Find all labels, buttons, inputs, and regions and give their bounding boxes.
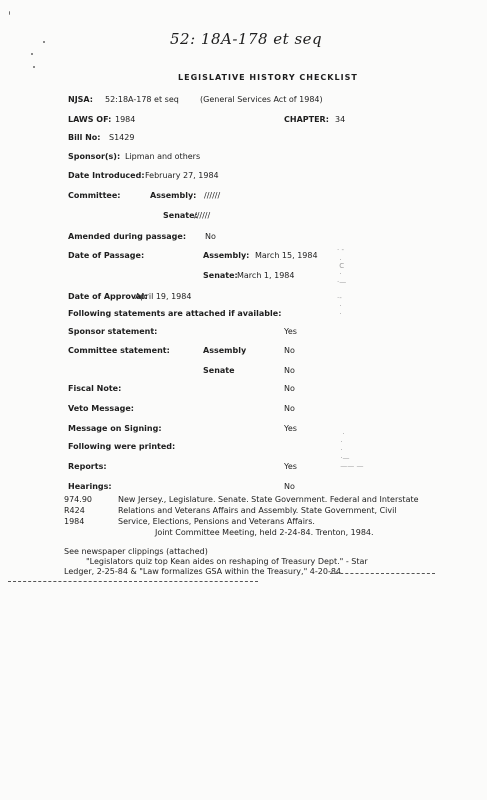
- margin-mark: [31, 53, 33, 55]
- date-introduced-value: February 27, 1984: [145, 171, 219, 180]
- bill-value: S1429: [109, 133, 135, 142]
- catalog-call-number-3: 1984: [64, 517, 85, 526]
- printed-heading: Following were printed:: [68, 442, 176, 451]
- approval-label: Date of Approval:: [68, 292, 148, 301]
- fiscal-note-value: No: [284, 384, 295, 393]
- passage-assembly-label: Assembly:: [203, 251, 250, 260]
- margin-mark: [33, 66, 35, 68]
- bill-label: Bill No:: [68, 133, 101, 142]
- approval-value: April 19, 1984: [135, 292, 192, 301]
- clippings-heading: See newspaper clippings (attached): [64, 547, 208, 556]
- committee-statement-label: Committee statement:: [68, 346, 170, 355]
- catalog-line-1: New Jersey., Legislature. Senate. State Government. Federal and Interstate: [118, 495, 419, 504]
- passage-assembly-value: March 15, 1984: [255, 251, 318, 260]
- chapter-value: 34: [335, 115, 346, 124]
- margin-mark: [43, 41, 45, 43]
- scan-artifact: · · · ·— —— —: [340, 430, 364, 470]
- veto-message-label: Veto Message:: [68, 404, 134, 413]
- sponsors-value: Lipman and others: [125, 152, 201, 161]
- sponsors-label: Sponsor(s):: [68, 152, 121, 161]
- committee-statement-assembly-value: No: [284, 346, 295, 355]
- chapter-label: CHAPTER:: [284, 115, 329, 124]
- committee-statement-senate-label: Senate: [203, 366, 235, 375]
- committee-statement-assembly-label: Assembly: [203, 346, 247, 355]
- message-signing-value: Yes: [284, 424, 297, 433]
- date-introduced-label: Date Introduced:: [68, 171, 145, 180]
- dashed-rule: [330, 573, 435, 574]
- veto-message-value: No: [284, 404, 295, 413]
- message-signing-label: Message on Signing:: [68, 424, 162, 433]
- hearings-value: No: [284, 482, 295, 491]
- committee-statement-senate-value: No: [284, 366, 295, 375]
- reports-value: Yes: [284, 462, 297, 471]
- committee-assembly-label: Assembly:: [150, 191, 197, 200]
- amended-value: No: [205, 232, 216, 241]
- committee-label: Committee:: [68, 191, 121, 200]
- sponsor-statement-value: Yes: [284, 327, 297, 336]
- catalog-line-2: Relations and Veterans Affairs and Assembly. State Government, Civil: [118, 506, 397, 515]
- catalog-line-4: Joint Committee Meeting, held 2-24-84. Trenton, 1984.: [155, 528, 374, 537]
- njsa-label: NJSA:: [68, 95, 93, 104]
- clippings-line-2: Ledger, 2-25-84 & "Law formalizes GSA within the Treasury," 4-20-84.: [64, 567, 344, 576]
- catalog-line-3: Service, Elections, Pensions and Veterans Affairs.: [118, 517, 315, 526]
- passage-senate-value: March 1, 1984: [237, 271, 295, 280]
- margin-mark: [9, 11, 10, 15]
- passage-label: Date of Passage:: [68, 251, 145, 260]
- scan-artifact: · - . C · ·— ·- · ·: [337, 246, 347, 318]
- sponsor-statement-label: Sponsor statement:: [68, 327, 158, 336]
- handwritten-citation: 52: 18A-178 et seq: [170, 30, 323, 48]
- hearings-label: Hearings:: [68, 482, 112, 491]
- catalog-call-number-1: 974.90: [64, 495, 92, 504]
- committee-senate-value: //////: [194, 211, 211, 220]
- amended-label: Amended during passage:: [68, 232, 187, 241]
- dashed-rule: [8, 581, 258, 582]
- fiscal-note-label: Fiscal Note:: [68, 384, 122, 393]
- catalog-call-number-2: R424: [64, 506, 85, 515]
- passage-senate-label: Senate:: [203, 271, 238, 280]
- committee-senate-label: Senate:: [163, 211, 198, 220]
- document-title: LEGISLATIVE HISTORY CHECKLIST: [178, 73, 358, 82]
- clippings-line-1: "Legislators quiz top Kean aides on reshaping of Treasury Dept." - Star: [86, 557, 368, 566]
- laws-of-value: 1984: [115, 115, 136, 124]
- njsa-value: 52:18A-178 et seq: [105, 95, 179, 104]
- reports-label: Reports:: [68, 462, 107, 471]
- njsa-note: (General Services Act of 1984): [200, 95, 323, 104]
- laws-of-label: LAWS OF:: [68, 115, 112, 124]
- committee-assembly-value: //////: [204, 191, 221, 200]
- attached-heading: Following statements are attached if available:: [68, 309, 282, 318]
